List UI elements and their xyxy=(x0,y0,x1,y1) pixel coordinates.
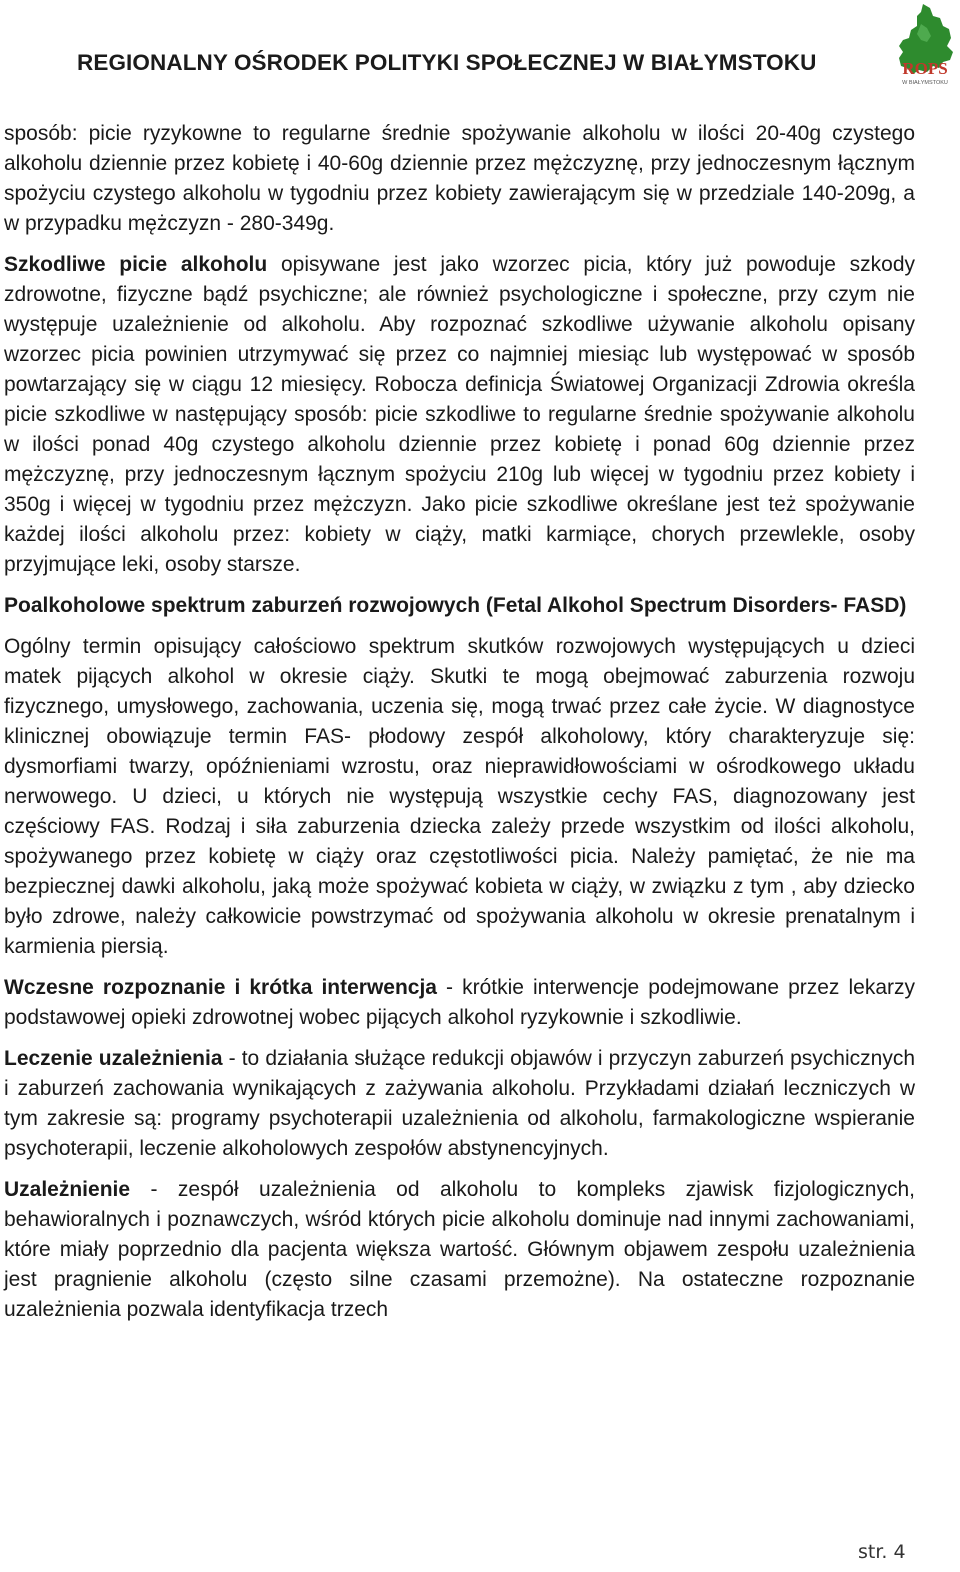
definition-text: - to działania służące redukcji objawów i przyczyn zaburzeń psychicznych i zaburzeń zachowania wynikających z zażywania alkoholu. Przykładami działań leczniczych w tym zakresie są: programy psychoterapii uzależnienia od alkoholu, farmakologiczne wspieranie psychoterapii, leczenie alkoholowych zespołów abstynencyjnych. xyxy=(4,1047,915,1160)
page-number: str. 4 xyxy=(858,1541,906,1563)
paragraph-risky-drinking xyxy=(4,119,915,239)
document-body xyxy=(4,119,915,1336)
term-early-intervention: Wczesne rozpoznanie i krótka interwencja xyxy=(4,976,437,999)
header-title: REGIONALNY OŚRODEK POLITYKI SPOŁECZNEJ W BIAŁYMSTOKU xyxy=(77,50,817,75)
definition-text: - zespół uzależnienia od alkoholu to kompleks zjawisk fizjologicznych, behawioralnych i poznawczych, wśród których picie alkoholu dominuje nad innymi zachowaniami, które miały poprzednio dla pacjenta większa wartość. Głównym objawem zespołu uzależnienia jest pragnienie alkoholu (często silne czasami przemożne). Na ostateczne rozpoznanie uzależnienia pozwala identyfikacja trzech xyxy=(4,1178,915,1321)
page-header xyxy=(0,0,960,96)
logo-subtext: W BIAŁYMSTOKU xyxy=(902,80,948,86)
paragraph-text: opisywane jest jako wzorzec picia, który już powoduje szkody zdrowotne, fizyczne bądź psychiczne; ale również psychologiczne i społeczne, przy czym nie występuje uzależnienie od alkoholu. Aby rozpoznać szkodliwe używanie alkoholu opisany wzorzec picia powinien utrzymywać się przez co najmniej miesiąc lub występować w sposób powtarzający się w ciągu 12 miesięcy. Robocza definicja Światowej Organizacji Zdrowia określa picie szkodliwe w następujący sposób: picie szkodliwe to regularne średnie spożywanie alkoholu w ilości ponad 40g czystego alkoholu dziennie przez kobietę i ponad 60g dziennie przez mężczyznę, przy jednoczesnym łącznym spożyciu 210g lub więcej w tygodniu przez kobiety i 350g i więcej w tygodniu przez mężczyzn. Jako picie szkodliwe określane jest też spożywanie każdej ilości alkoholu przez: kobiety w ciąży, matki karmiące, chorych przewlekle, osoby przyjmujące leki, osoby starsze. xyxy=(4,253,915,576)
rops-logo-icon xyxy=(893,2,957,90)
paragraph-text: sposób: picie ryzykowne to regularne średnie spożywanie alkoholu w ilości 20-40g czystego alkoholu dziennie przez kobietę i 40-60g dziennie przez mężczyznę, przy jednoczesnym łącznym spożyciu czystego alkoholu w tygodniu przez kobiety zawierającym się w przedziale 140-209g, a w przypadku mężczyzn - 280-349g. xyxy=(4,122,915,235)
definition-treatment xyxy=(4,1044,915,1164)
term-harmful-drinking: Szkodliwe picie alkoholu xyxy=(4,253,268,276)
definition-early-intervention xyxy=(4,973,915,1033)
fasd-heading: Poalkoholowe spektrum zaburzeń rozwojowych (Fetal Alkohol Spectrum Disorders- FASD) xyxy=(4,594,907,617)
paragraph-harmful-drinking xyxy=(4,250,915,580)
paragraph-fasd: Ogólny termin opisujący całościowo spektrum skutków rozwojowych występujących u dzieci matek pijących alkohol w okresie ciąży. Skutki te mogą obejmować zaburzenia rozwoju fizycznego, umysłowego, zachowania, uczenia się, mogą trwać przez całe życie. W diagnostyce klinicznej obowiązuje termin FAS- płodowy zespół alkoholowy, który charakteryzuje się: dysmorfiami twarzy, opóźnieniami wzrostu, oraz nieprawidłowościami w ośrodkowego układu nerwowego. U dzieci, u których nie występują wszystkie cechy FAS, diagnozowany jest częściowy FAS. Rodzaj i siła zaburzenia dziecka zależy przede wszystkim od ilości alkoholu, spożywanego przez kobietę w ciąży oraz częstotliwości picia. Należy pamiętać, że nie ma bezpiecznej dawki alkoholu, jaką może spożywać kobieta w ciąży, w związku z tym , aby dziecko było zdrowe, należy całkowicie powstrzymać od spożywania alkoholu w okresie prenatalnym i karmienia piersią. xyxy=(4,635,915,958)
definition-text: - krótkie interwencje podejmowane przez lekarzy podstawowej opieki zdrowotnej wobec pijących alkohol ryzykownie i szkodliwie. xyxy=(4,976,915,1029)
term-addiction: Uzależnienie xyxy=(4,1178,131,1201)
definition-addiction xyxy=(4,1175,915,1325)
term-treatment: Leczenie uzależnienia xyxy=(4,1047,223,1070)
logo-text: ROPS xyxy=(902,59,948,78)
